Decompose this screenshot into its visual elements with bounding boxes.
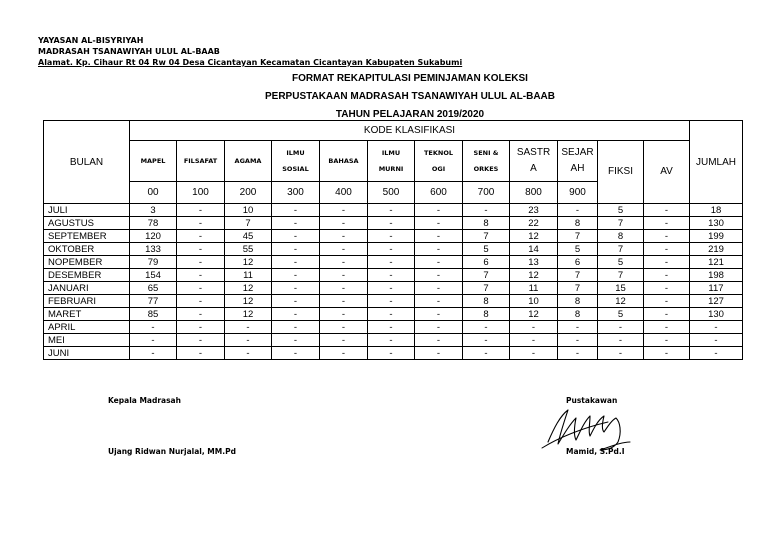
- value-cell: -: [644, 204, 690, 217]
- category-header: [415, 141, 463, 182]
- value-cell: 12: [225, 256, 272, 269]
- value-cell: -: [415, 204, 463, 217]
- header-row-classification: [44, 121, 743, 141]
- value-cell: -: [558, 204, 598, 217]
- table-row: [44, 347, 743, 360]
- category-header: [368, 141, 415, 182]
- value-cell: -: [644, 295, 690, 308]
- value-cell: -: [272, 217, 320, 230]
- category-code: 300: [272, 182, 320, 204]
- category-name-part: SASTR: [516, 147, 551, 158]
- total-cell: 219: [690, 243, 743, 256]
- school-name: MADRASAH TSANAWIYAH ULUL AL-BAAB: [38, 47, 220, 56]
- total-cell: -: [690, 334, 743, 347]
- value-cell: 5: [598, 256, 644, 269]
- category-code: 00: [130, 182, 177, 204]
- value-cell: -: [320, 230, 368, 243]
- value-cell: 12: [225, 295, 272, 308]
- category-name-part: SOSIAL: [282, 165, 309, 173]
- value-cell: -: [272, 321, 320, 334]
- category-name-part: FIKSI: [607, 166, 633, 177]
- doc-title-line1: FORMAT REKAPITULASI PEMINJAMAN KOLEKSI: [292, 73, 528, 84]
- value-cell: 7: [558, 269, 598, 282]
- table-row: [44, 243, 743, 256]
- value-cell: -: [510, 321, 558, 334]
- value-cell: 8: [463, 295, 510, 308]
- jumlah-header: JUMLAH: [690, 121, 743, 204]
- value-cell: 7: [463, 269, 510, 282]
- value-cell: -: [644, 321, 690, 334]
- value-cell: -: [368, 256, 415, 269]
- value-cell: -: [272, 256, 320, 269]
- value-cell: -: [272, 204, 320, 217]
- value-cell: -: [644, 308, 690, 321]
- value-cell: -: [368, 321, 415, 334]
- category-name-part: ILMU: [286, 149, 305, 157]
- value-cell: 133: [130, 243, 177, 256]
- value-cell: -: [644, 282, 690, 295]
- value-cell: 12: [510, 308, 558, 321]
- value-cell: 11: [225, 269, 272, 282]
- value-cell: 7: [558, 230, 598, 243]
- value-cell: 77: [130, 295, 177, 308]
- value-cell: -: [130, 321, 177, 334]
- category-header: [558, 141, 598, 182]
- category-code: 600: [415, 182, 463, 204]
- month-cell: APRIL: [44, 321, 130, 334]
- librarian-signature: [538, 398, 634, 456]
- table-row: [44, 217, 743, 230]
- value-cell: 12: [510, 230, 558, 243]
- value-cell: -: [320, 243, 368, 256]
- value-cell: -: [320, 308, 368, 321]
- value-cell: -: [320, 269, 368, 282]
- month-cell: SEPTEMBER: [44, 230, 130, 243]
- value-cell: -: [644, 347, 690, 360]
- table-row: [44, 308, 743, 321]
- value-cell: -: [225, 347, 272, 360]
- category-name-part: ILMU: [381, 149, 401, 157]
- table-row: [44, 256, 743, 269]
- value-cell: -: [510, 334, 558, 347]
- value-cell: -: [320, 321, 368, 334]
- value-cell: -: [272, 334, 320, 347]
- table-row: [44, 269, 743, 282]
- value-cell: -: [368, 269, 415, 282]
- category-code: 800: [510, 182, 558, 204]
- value-cell: -: [644, 243, 690, 256]
- value-cell: 6: [558, 256, 598, 269]
- recap-table: [43, 120, 743, 360]
- category-name-part: BAHASA: [328, 157, 359, 165]
- value-cell: -: [415, 243, 463, 256]
- category-name-part: MAPEL: [140, 157, 166, 165]
- category-name-part: FILSAFAT: [183, 157, 218, 165]
- value-cell: -: [177, 243, 225, 256]
- value-cell: -: [177, 230, 225, 243]
- doc-title-line2: PERPUSTAKAAN MADRASAH TSANAWIYAH ULUL AL-BAAB: [265, 91, 555, 102]
- value-cell: -: [368, 295, 415, 308]
- value-cell: 12: [225, 282, 272, 295]
- value-cell: -: [368, 308, 415, 321]
- value-cell: 23: [510, 204, 558, 217]
- table-row: [44, 204, 743, 217]
- table-row: [44, 334, 743, 347]
- category-header: [130, 141, 177, 182]
- month-cell: OKTOBER: [44, 243, 130, 256]
- value-cell: -: [368, 347, 415, 360]
- value-cell: 10: [510, 295, 558, 308]
- value-cell: -: [368, 334, 415, 347]
- category-name-part: ORKES: [473, 165, 499, 173]
- value-cell: -: [272, 230, 320, 243]
- value-cell: -: [415, 269, 463, 282]
- value-cell: -: [368, 217, 415, 230]
- value-cell: -: [272, 243, 320, 256]
- value-cell: -: [177, 308, 225, 321]
- value-cell: -: [463, 334, 510, 347]
- value-cell: 8: [558, 217, 598, 230]
- category-name-part: OGI: [431, 165, 446, 173]
- value-cell: -: [598, 321, 644, 334]
- value-cell: 13: [510, 256, 558, 269]
- value-cell: -: [415, 217, 463, 230]
- value-cell: 8: [598, 230, 644, 243]
- month-cell: JULI: [44, 204, 130, 217]
- total-cell: 18: [690, 204, 743, 217]
- category-header: [177, 141, 225, 182]
- table-row: [44, 321, 743, 334]
- value-cell: -: [558, 334, 598, 347]
- total-cell: 199: [690, 230, 743, 243]
- value-cell: -: [644, 269, 690, 282]
- school-address: Alamat. Kp. Cihaur Rt 04 Rw 04 Desa Cicantayan Kecamatan Cicantayan Kabupaten Sukabumi: [38, 58, 463, 67]
- value-cell: 11: [510, 282, 558, 295]
- value-cell: -: [320, 217, 368, 230]
- category-code: 200: [225, 182, 272, 204]
- category-name-part: SENI &: [473, 149, 499, 157]
- category-name-part: AH: [570, 163, 585, 174]
- value-cell: 12: [598, 295, 644, 308]
- value-cell: 22: [510, 217, 558, 230]
- value-cell: -: [177, 295, 225, 308]
- category-code: 700: [463, 182, 510, 204]
- value-cell: -: [598, 334, 644, 347]
- category-name-part: SEJAR: [561, 147, 594, 158]
- value-cell: -: [598, 347, 644, 360]
- value-cell: 7: [598, 269, 644, 282]
- table-row: [44, 230, 743, 243]
- value-cell: -: [415, 295, 463, 308]
- value-cell: 10: [225, 204, 272, 217]
- value-cell: -: [177, 217, 225, 230]
- value-cell: -: [177, 204, 225, 217]
- table-row: [44, 295, 743, 308]
- value-cell: 85: [130, 308, 177, 321]
- value-cell: -: [272, 347, 320, 360]
- value-cell: 120: [130, 230, 177, 243]
- value-cell: -: [320, 295, 368, 308]
- value-cell: 8: [463, 217, 510, 230]
- value-cell: -: [415, 230, 463, 243]
- month-cell: FEBRUARI: [44, 295, 130, 308]
- principal-name: Ujang Ridwan Nurjalal, MM.Pd: [108, 447, 236, 456]
- value-cell: -: [415, 282, 463, 295]
- value-cell: -: [130, 334, 177, 347]
- bulan-header: BULAN: [44, 121, 130, 204]
- value-cell: 78: [130, 217, 177, 230]
- value-cell: 3: [130, 204, 177, 217]
- category-name-part: AGAMA: [234, 157, 262, 165]
- category-name-part: AV: [660, 166, 673, 177]
- value-cell: 7: [463, 282, 510, 295]
- month-cell: DESEMBER: [44, 269, 130, 282]
- value-cell: -: [463, 204, 510, 217]
- month-cell: AGUSTUS: [44, 217, 130, 230]
- value-cell: -: [320, 334, 368, 347]
- librarian-title: Pustakawan: [566, 396, 618, 405]
- value-cell: -: [177, 256, 225, 269]
- value-cell: -: [272, 295, 320, 308]
- category-header: [463, 141, 510, 182]
- librarian-name: Mamid, S.Pd.I: [566, 447, 625, 456]
- value-cell: -: [644, 230, 690, 243]
- value-cell: 8: [463, 308, 510, 321]
- value-cell: 7: [463, 230, 510, 243]
- value-cell: 8: [558, 295, 598, 308]
- value-cell: 5: [598, 308, 644, 321]
- value-cell: -: [368, 282, 415, 295]
- value-cell: 7: [225, 217, 272, 230]
- foundation-name: YAYASAN AL-BISYRIYAH: [38, 36, 144, 45]
- value-cell: 154: [130, 269, 177, 282]
- category-code: 900: [558, 182, 598, 204]
- value-cell: -: [320, 204, 368, 217]
- value-cell: 5: [598, 204, 644, 217]
- total-cell: -: [690, 347, 743, 360]
- value-cell: 8: [558, 308, 598, 321]
- value-cell: -: [415, 321, 463, 334]
- table-row: [44, 282, 743, 295]
- value-cell: -: [225, 321, 272, 334]
- category-header: [510, 141, 558, 182]
- total-cell: 130: [690, 217, 743, 230]
- principal-title: Kepala Madrasah: [108, 396, 181, 405]
- category-header: [598, 141, 644, 204]
- value-cell: 14: [510, 243, 558, 256]
- category-header: [272, 141, 320, 182]
- value-cell: -: [225, 334, 272, 347]
- value-cell: -: [415, 256, 463, 269]
- doc-title-line3: TAHUN PELAJARAN 2019/2020: [335, 109, 485, 120]
- month-cell: JANUARI: [44, 282, 130, 295]
- value-cell: -: [368, 230, 415, 243]
- value-cell: -: [558, 347, 598, 360]
- value-cell: -: [177, 321, 225, 334]
- value-cell: -: [177, 334, 225, 347]
- value-cell: 15: [598, 282, 644, 295]
- value-cell: -: [415, 308, 463, 321]
- value-cell: -: [415, 347, 463, 360]
- total-cell: 121: [690, 256, 743, 269]
- value-cell: -: [320, 282, 368, 295]
- category-name-part: A: [530, 163, 537, 174]
- value-cell: 5: [463, 243, 510, 256]
- total-cell: 130: [690, 308, 743, 321]
- total-cell: 127: [690, 295, 743, 308]
- value-cell: -: [320, 256, 368, 269]
- category-code: 100: [177, 182, 225, 204]
- value-cell: -: [510, 347, 558, 360]
- month-cell: NOPEMBER: [44, 256, 130, 269]
- category-code: 500: [368, 182, 415, 204]
- total-cell: 198: [690, 269, 743, 282]
- value-cell: 6: [463, 256, 510, 269]
- value-cell: -: [558, 321, 598, 334]
- month-cell: MARET: [44, 308, 130, 321]
- value-cell: -: [415, 334, 463, 347]
- value-cell: -: [463, 321, 510, 334]
- value-cell: -: [644, 334, 690, 347]
- value-cell: -: [177, 269, 225, 282]
- value-cell: 12: [510, 269, 558, 282]
- category-code: 400: [320, 182, 368, 204]
- category-name-part: TEKNOL: [423, 149, 454, 157]
- month-cell: MEI: [44, 334, 130, 347]
- value-cell: -: [177, 347, 225, 360]
- total-cell: -: [690, 321, 743, 334]
- category-header: [320, 141, 368, 182]
- value-cell: -: [368, 243, 415, 256]
- value-cell: -: [368, 204, 415, 217]
- category-name-part: MURNI: [378, 165, 404, 173]
- value-cell: -: [463, 347, 510, 360]
- total-cell: 117: [690, 282, 743, 295]
- value-cell: -: [177, 282, 225, 295]
- value-cell: -: [272, 282, 320, 295]
- value-cell: -: [272, 269, 320, 282]
- value-cell: 7: [598, 243, 644, 256]
- value-cell: 5: [558, 243, 598, 256]
- category-header: [225, 141, 272, 182]
- value-cell: -: [644, 256, 690, 269]
- value-cell: 79: [130, 256, 177, 269]
- value-cell: -: [272, 308, 320, 321]
- value-cell: 55: [225, 243, 272, 256]
- value-cell: 65: [130, 282, 177, 295]
- header-row-categories: [44, 141, 743, 182]
- category-header: [644, 141, 690, 204]
- value-cell: 7: [598, 217, 644, 230]
- value-cell: 7: [558, 282, 598, 295]
- value-cell: 12: [225, 308, 272, 321]
- kode-klasifikasi-header: KODE KLASIFIKASI: [130, 121, 690, 141]
- month-cell: JUNI: [44, 347, 130, 360]
- value-cell: -: [320, 347, 368, 360]
- value-cell: 45: [225, 230, 272, 243]
- value-cell: -: [644, 217, 690, 230]
- value-cell: -: [130, 347, 177, 360]
